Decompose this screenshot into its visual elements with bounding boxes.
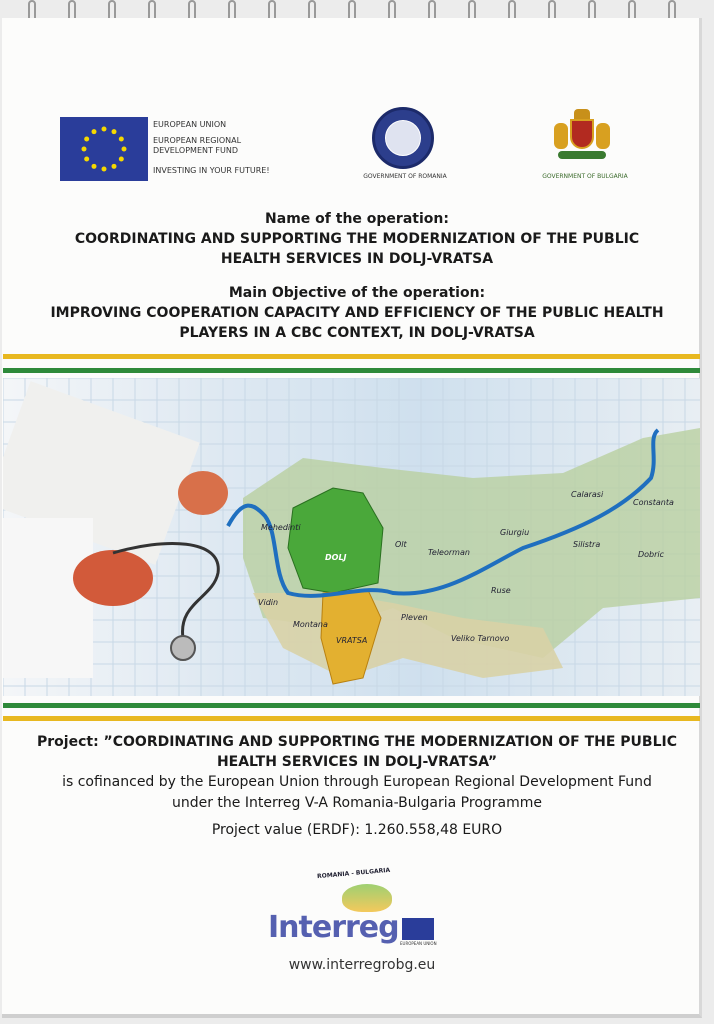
- green-stripe: [3, 368, 700, 373]
- interreg-wordmark: Interreg: [268, 910, 399, 945]
- eu-line: INVESTING IN YOUR FUTURE!: [153, 166, 270, 175]
- objective-text: PLAYERS IN A CBC CONTEXT, IN DOLJ-VRATSA: [179, 325, 535, 341]
- cofinance-text: under the Interreg V-A Romania-Bulgaria Programme: [171, 795, 543, 811]
- eu-caption: EUROPEAN UNION: [400, 941, 437, 946]
- map-label: Olt: [395, 540, 407, 549]
- eu-flag-small-icon: [402, 918, 434, 940]
- map-label: Ruse: [491, 586, 511, 595]
- eu-line: EUROPEAN REGIONAL: [153, 136, 242, 145]
- bulgaria-coat-of-arms-logo: [552, 109, 614, 163]
- map-label: Mehedinti: [261, 523, 301, 532]
- star-icon: [84, 157, 89, 162]
- star-icon: [112, 129, 117, 134]
- star-icon: [102, 167, 107, 172]
- star-icon: [102, 127, 107, 132]
- operation-name-label: Name of the operation:: [265, 211, 449, 227]
- website-link[interactable]: www.interregrobg.eu: [288, 957, 436, 973]
- romania-caption: GOVERNMENT OF ROMANIA: [363, 173, 447, 180]
- project-value: Project value (ERDF): 1.260.558,48 EURO: [211, 822, 503, 838]
- map-label: Veliko Tarnovo: [451, 634, 510, 643]
- map-label: Montana: [293, 620, 328, 629]
- project-prefix: Project:: [37, 734, 99, 750]
- star-icon: [119, 137, 124, 142]
- operation-name: COORDINATING AND SUPPORTING THE MODERNIZATION OF THE PUBLIC: [74, 231, 640, 247]
- star-icon: [112, 164, 117, 169]
- romania-seal-logo: [372, 107, 434, 169]
- logos-row: [0, 115, 714, 185]
- operation-name: HEALTH SERVICES IN DOLJ-VRATSA: [220, 251, 494, 267]
- star-icon: [119, 157, 124, 162]
- map-label: VRATSA: [336, 636, 368, 645]
- eu-flag-logo: [60, 117, 148, 181]
- yellow-stripe: [3, 716, 700, 721]
- region-map: [3, 378, 700, 696]
- interreg-logo: [262, 862, 462, 982]
- star-icon: [92, 129, 97, 134]
- map-label: Pleven: [401, 613, 428, 622]
- eu-line: DEVELOPMENT FUND: [153, 146, 239, 155]
- project-title: ”COORDINATING AND SUPPORTING THE MODERNIZATION OF THE PUBLIC: [98, 734, 677, 750]
- objective-label: Main Objective of the operation:: [228, 285, 486, 301]
- star-icon: [84, 137, 89, 142]
- objective-text: IMPROVING COOPERATION CAPACITY AND EFFICIENCY OF THE PUBLIC HEALTH: [50, 305, 664, 321]
- eu-line: EUROPEAN UNION: [153, 120, 227, 129]
- map-label: Constanta: [633, 498, 674, 507]
- interreg-arc-text: ROMANIA - BULGARIA: [316, 866, 391, 881]
- yellow-stripe: [3, 354, 700, 359]
- star-icon: [82, 147, 87, 152]
- map-label: Silistra: [573, 540, 601, 549]
- star-icon: [122, 147, 127, 152]
- green-stripe: [3, 703, 700, 708]
- map-label: Calarasi: [571, 490, 604, 499]
- operation-section: [0, 209, 714, 343]
- map-label: DOLJ: [325, 553, 347, 562]
- eu-text: [153, 120, 270, 176]
- cofinance-text: is cofinanced by the European Union through European Regional Development Fund: [62, 774, 652, 790]
- map-label: Dobric: [638, 550, 665, 559]
- map-label: Giurgiu: [500, 528, 530, 537]
- map-photo: [3, 378, 700, 696]
- project-section: [0, 732, 714, 841]
- project-title: HEALTH SERVICES IN DOLJ-VRATSA”: [216, 754, 498, 770]
- star-icon: [92, 164, 97, 169]
- map-label: Teleorman: [428, 548, 470, 557]
- map-label: Vidin: [258, 598, 279, 607]
- bulgaria-caption: GOVERNMENT OF BULGARIA: [542, 173, 628, 180]
